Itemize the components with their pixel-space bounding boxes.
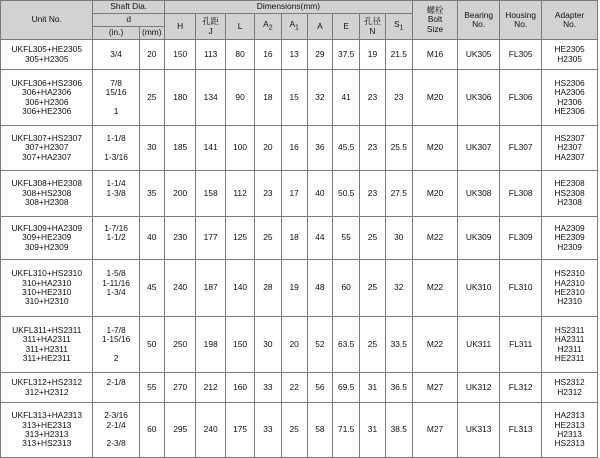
cell-S1: 27.5: [385, 171, 412, 217]
header-N: 孔径 N: [360, 14, 385, 40]
cell-L: 80: [225, 40, 254, 70]
cell-line: [94, 198, 137, 207]
cell-line: 2-1/4: [106, 419, 126, 430]
cell-J: 187: [196, 260, 225, 317]
header-L: L: [225, 14, 254, 40]
cell-line: 306+HA2306: [22, 87, 72, 98]
cell-bolt: M22: [412, 217, 457, 260]
cell-N: 31: [360, 373, 385, 403]
header-J: 孔距 J: [196, 14, 225, 40]
header-S1: $S_1$: [385, 14, 412, 40]
cell-mm: 30: [139, 126, 164, 171]
cell-line: 306+H2306: [24, 96, 69, 107]
cell-bearing: UK312: [458, 373, 500, 403]
cell-E: 55: [333, 217, 360, 260]
cell-bearing: UK307: [458, 126, 500, 171]
cell-line: 307+HA2307: [22, 151, 72, 162]
cell-A: 44: [307, 217, 332, 260]
cell-line: HA2313: [554, 410, 585, 421]
cell-line: 1-15/16: [101, 334, 131, 345]
table-row: [1, 70, 598, 126]
table-row: [1, 260, 598, 317]
cell-A2: 23: [255, 171, 281, 217]
table-row: [1, 373, 598, 403]
cell-N: 25: [360, 317, 385, 373]
cell-bolt: M20: [412, 126, 457, 171]
cell-adapter: [542, 217, 598, 260]
cell-E: 60: [333, 260, 360, 317]
header-adapter-no: Adapter No.: [542, 1, 598, 40]
cell-A1: 17: [281, 171, 307, 217]
cell-inch: [93, 70, 139, 126]
cell-line: 313+HE2313: [22, 419, 72, 430]
cell-mm: 50: [139, 317, 164, 373]
cell-line: UKFL313+HA2313: [11, 410, 82, 421]
cell-L: 100: [225, 126, 254, 171]
cell-line: HE2309: [554, 232, 585, 243]
header-E: E: [333, 14, 360, 40]
cell-line: 310+HA2310: [22, 277, 72, 288]
cell-E: 63.5: [333, 317, 360, 373]
header-housing-no: Housing No.: [500, 1, 542, 40]
cell-S1: 38.5: [385, 403, 412, 458]
cell-line: UKFL309+HA2309: [11, 222, 82, 233]
cell-unit: [1, 317, 93, 373]
cell-adapter: [542, 40, 598, 70]
cell-line: 15/16: [105, 87, 127, 98]
cell-adapter: [542, 317, 598, 373]
cell-housing: FL307: [500, 126, 542, 171]
cell-A2: 30: [255, 317, 281, 373]
cell-adapter: [542, 70, 598, 126]
cell-A2: 25: [255, 217, 281, 260]
cell-A1: 15: [281, 70, 307, 126]
cell-S1: 30: [385, 217, 412, 260]
cell-line: 311+H2311: [25, 343, 68, 354]
cell-line: 1-1/8: [106, 132, 126, 143]
cell-line: HS2310: [554, 268, 585, 279]
cell-A: 32: [307, 70, 332, 126]
cell-line: 311+HA2311: [22, 334, 71, 345]
cell-housing: FL309: [500, 217, 542, 260]
cell-N: 31: [360, 403, 385, 458]
cell-bolt: M27: [412, 373, 457, 403]
cell-A1: 13: [281, 40, 307, 70]
cell-housing: FL308: [500, 171, 542, 217]
header-bolt-size: 螺栓 Bolt Size: [412, 1, 457, 40]
cell-bearing: UK306: [458, 70, 500, 126]
cell-mm: 60: [139, 403, 164, 458]
cell-H: 230: [164, 217, 196, 260]
cell-line: HS2308: [554, 187, 585, 198]
cell-mm: 20: [139, 40, 164, 70]
header-A1: $A_1$: [281, 14, 307, 40]
cell-line: HS2312: [554, 377, 585, 388]
cell-line: 306+HE2306: [22, 105, 72, 116]
cell-line: HE2305: [554, 44, 585, 55]
cell-A2: 18: [255, 70, 281, 126]
cell-L: 150: [225, 317, 254, 373]
cell-line: H2313: [557, 429, 582, 439]
cell-line: [94, 243, 137, 252]
cell-line: HS2311: [554, 324, 585, 335]
header-dimensions: Dimensions(mm): [164, 1, 412, 14]
cell-inch: [93, 217, 139, 260]
cell-J: 158: [196, 171, 225, 217]
cell-line: H2312: [557, 386, 582, 397]
cell-line: 3/4: [110, 48, 122, 59]
cell-unit: [1, 70, 93, 126]
cell-adapter: [542, 171, 598, 217]
cell-L: 160: [225, 373, 254, 403]
cell-A2: 20: [255, 126, 281, 171]
cell-bolt: M20: [412, 171, 457, 217]
cell-line: 305+H2305: [24, 53, 69, 64]
cell-line: 2-1/8: [106, 377, 126, 388]
header-unit-no: Unit No.: [1, 1, 93, 40]
cell-N: 25: [360, 260, 385, 317]
cell-line: 1-1/4: [106, 178, 126, 189]
cell-line: 1-5/8: [106, 268, 126, 279]
cell-A2: 28: [255, 260, 281, 317]
cell-line: HA2309: [554, 222, 585, 233]
cell-E: 50.5: [333, 171, 360, 217]
cell-line: H2306: [557, 96, 582, 107]
table-row: [1, 403, 598, 458]
header-A2: $A_2$: [255, 14, 281, 40]
cell-inch: [93, 126, 139, 171]
cell-inch: [93, 373, 139, 403]
cell-bolt: M22: [412, 260, 457, 317]
cell-L: 90: [225, 70, 254, 126]
cell-inch: [93, 171, 139, 217]
cell-J: 198: [196, 317, 225, 373]
header-bearing-no: Bearing No.: [458, 1, 500, 40]
cell-bearing: UK305: [458, 40, 500, 70]
cell-unit: [1, 260, 93, 317]
cell-N: 25: [360, 217, 385, 260]
cell-adapter: [542, 126, 598, 171]
cell-S1: 33.5: [385, 317, 412, 373]
header-shaft-d: d: [93, 14, 164, 27]
cell-E: 69.5: [333, 373, 360, 403]
cell-housing: FL312: [500, 373, 542, 403]
cell-H: 270: [164, 373, 196, 403]
cell-H: 295: [164, 403, 196, 458]
cell-L: 125: [225, 217, 254, 260]
cell-line: 2: [113, 352, 119, 363]
cell-inch: [93, 260, 139, 317]
cell-line: 1-7/16: [104, 222, 128, 233]
spec-table-body: [1, 40, 598, 458]
table-row: [1, 217, 598, 260]
cell-A1: 25: [281, 403, 307, 458]
cell-H: 150: [164, 40, 196, 70]
cell-unit: [1, 40, 93, 70]
cell-mm: 45: [139, 260, 164, 317]
cell-housing: FL310: [500, 260, 542, 317]
cell-line: HE2311: [554, 352, 585, 363]
cell-bearing: UK310: [458, 260, 500, 317]
cell-line: HA2311: [554, 334, 585, 345]
cell-bearing: UK311: [458, 317, 500, 373]
cell-J: 141: [196, 126, 225, 171]
cell-A: 29: [307, 40, 332, 70]
cell-unit: [1, 373, 93, 403]
cell-A2: 16: [255, 40, 281, 70]
cell-adapter: [542, 260, 598, 317]
table-row: [1, 171, 598, 217]
cell-line: 309+H2309: [24, 241, 69, 252]
cell-line: 2-3/8: [106, 438, 126, 449]
cell-line: 1: [113, 105, 119, 116]
cell-mm: 35: [139, 171, 164, 217]
cell-unit: [1, 403, 93, 458]
cell-J: 134: [196, 70, 225, 126]
cell-line: 308+HS2308: [22, 187, 72, 198]
cell-J: 177: [196, 217, 225, 260]
cell-housing: FL313: [500, 403, 542, 458]
cell-line: H2311: [557, 343, 582, 354]
cell-A: 40: [307, 171, 332, 217]
cell-bearing: UK309: [458, 217, 500, 260]
cell-line: 310+HE2310: [22, 287, 72, 297]
cell-bolt: M20: [412, 70, 457, 126]
cell-line: HA2307: [554, 151, 585, 162]
cell-line: UKFL307+HS2307: [11, 132, 82, 143]
cell-S1: 32: [385, 260, 412, 317]
cell-N: 23: [360, 171, 385, 217]
cell-mm: 40: [139, 217, 164, 260]
table-row: [1, 317, 598, 373]
cell-inch: [93, 317, 139, 373]
cell-line: HE2306: [554, 105, 585, 116]
cell-J: 240: [196, 403, 225, 458]
cell-line: HA2306: [554, 87, 585, 98]
cell-bolt: M22: [412, 317, 457, 373]
cell-A: 58: [307, 403, 332, 458]
cell-S1: 36.5: [385, 373, 412, 403]
cell-line: [94, 297, 137, 306]
cell-A1: 18: [281, 217, 307, 260]
cell-housing: FL306: [500, 70, 542, 126]
cell-E: 37.5: [333, 40, 360, 70]
cell-A2: 33: [255, 403, 281, 458]
cell-H: 200: [164, 171, 196, 217]
cell-inch: [93, 403, 139, 458]
cell-E: 45.5: [333, 126, 360, 171]
cell-H: 180: [164, 70, 196, 126]
cell-H: 240: [164, 260, 196, 317]
cell-A1: 16: [281, 126, 307, 171]
cell-A1: 22: [281, 373, 307, 403]
cell-J: 113: [196, 40, 225, 70]
cell-line: 313+H2313: [24, 429, 69, 439]
cell-A: 52: [307, 317, 332, 373]
cell-line: HS2313: [554, 438, 585, 449]
cell-unit: [1, 217, 93, 260]
cell-line: HS2306: [554, 77, 585, 88]
cell-L: 140: [225, 260, 254, 317]
cell-N: 23: [360, 70, 385, 126]
cell-inch: [93, 40, 139, 70]
cell-line: 310+H2310: [24, 296, 69, 307]
header-shaft-in: (in.): [93, 27, 139, 40]
cell-L: 112: [225, 171, 254, 217]
cell-H: 185: [164, 126, 196, 171]
header-H: H: [164, 14, 196, 40]
cell-line: 311+HE2311: [22, 352, 71, 363]
cell-line: 1-3/8: [106, 187, 126, 198]
cell-line: H2309: [557, 241, 582, 252]
cell-line: UKFL310+HS2310: [11, 268, 82, 279]
cell-A1: 19: [281, 260, 307, 317]
cell-line: H2310: [557, 296, 582, 307]
cell-E: 41: [333, 70, 360, 126]
cell-E: 71.5: [333, 403, 360, 458]
cell-line: HA2310: [554, 277, 585, 288]
table-row: [1, 126, 598, 171]
cell-line: 309+HE2309: [22, 232, 72, 243]
cell-line: HE2310: [554, 287, 585, 297]
cell-line: UKFL308+HE2308: [11, 178, 82, 189]
cell-A: 48: [307, 260, 332, 317]
cell-mm: 25: [139, 70, 164, 126]
cell-N: 19: [360, 40, 385, 70]
cell-bearing: UK308: [458, 171, 500, 217]
cell-bolt: M27: [412, 403, 457, 458]
table-row: [1, 40, 598, 70]
cell-A1: 20: [281, 317, 307, 373]
cell-line: HE2308: [554, 178, 585, 189]
cell-line: HS2307: [554, 132, 585, 143]
cell-line: H2307: [557, 142, 582, 153]
cell-line: 312+H2312: [24, 386, 69, 397]
header-shaft-dia: Shaft Dia.: [93, 1, 164, 14]
cell-line: 2-3/16: [104, 410, 128, 421]
cell-line: 1-11/16: [102, 277, 130, 288]
cell-S1: 23: [385, 70, 412, 126]
cell-line: UKFL312+HS2312: [11, 377, 82, 388]
cell-line: 1-1/2: [106, 232, 126, 243]
cell-line: 1-3/16: [104, 151, 128, 162]
header-shaft-mm: (mm): [139, 27, 164, 40]
cell-line: HE2313: [554, 419, 585, 430]
cell-J: 212: [196, 373, 225, 403]
header-A: A: [307, 14, 332, 40]
cell-S1: 21.5: [385, 40, 412, 70]
cell-line: UKFL305+HE2305: [11, 44, 82, 55]
cell-H: 250: [164, 317, 196, 373]
cell-line: 1-3/4: [106, 287, 126, 297]
cell-A2: 33: [255, 373, 281, 403]
cell-bolt: M16: [412, 40, 457, 70]
cell-line: 7/8: [110, 77, 122, 88]
cell-housing: FL305: [500, 40, 542, 70]
cell-S1: 25.5: [385, 126, 412, 171]
cell-line: 308+H2308: [24, 197, 69, 208]
cell-housing: FL311: [500, 317, 542, 373]
cell-adapter: [542, 373, 598, 403]
cell-adapter: [542, 403, 598, 458]
cell-N: 23: [360, 126, 385, 171]
cell-line: 313+HS2313: [22, 438, 72, 449]
cell-line: H2305: [557, 53, 582, 64]
cell-A: 56: [307, 373, 332, 403]
cell-line: [94, 388, 137, 397]
cell-line: UKFL311+HS2311: [12, 324, 82, 335]
cell-bearing: UK313: [458, 403, 500, 458]
cell-A: 36: [307, 126, 332, 171]
cell-line: H2308: [557, 197, 582, 208]
cell-unit: [1, 171, 93, 217]
cell-unit: [1, 126, 93, 171]
cell-mm: 55: [139, 373, 164, 403]
cell-L: 175: [225, 403, 254, 458]
cell-line: UKFL306+HS2306: [11, 77, 82, 88]
cell-line: 1-7/8: [106, 324, 126, 335]
cell-line: 307+H2307: [24, 142, 69, 153]
